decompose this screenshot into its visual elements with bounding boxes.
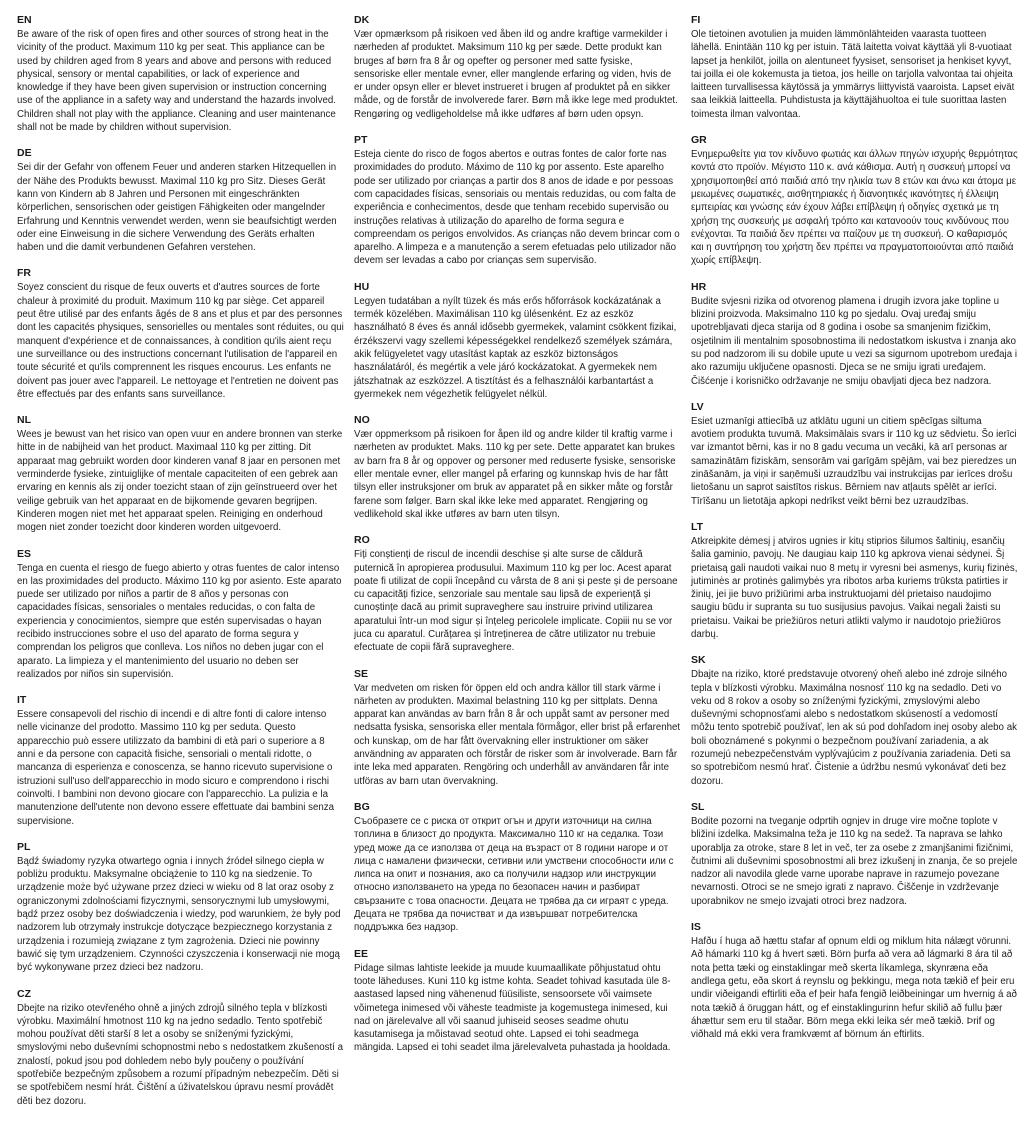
warning-text-lt: Atkreipkite dėmesį į atviros ugnies ir kitų stiprios šilumos šaltinių, esančių šalia gaminio, pavojų. Ne daugiau kaip 110 kg apkrova vienai sėdynei. Šį prietaisą gali naudoti vaikai nuo 8 metų ir vyresni bei asmenys, kurių fizinės, jutiminės ar protinės galimybės yra ribotos arba kuriems trūksta patirties ir žinių, jei jie buvo prižiūrimi arba instruktuojami dėl prietaiso naudojimo saugiu būdu ir supranta su tuo susijusius pavojus. Vaikai negali žaisti su prietaisu. Vaikai be priežiūros neturi atlikti valymo ir naudotojo priežiūros darbų. [691, 535, 1018, 640]
warning-section-dk [354, 14, 681, 121]
language-code-en: EN [17, 14, 32, 26]
warning-text-pt: Esteja ciente do risco de fogos abertos e outras fontes de calor forte nas proximidades do produto. Máximo de 110 kg por assento. Este aparelho pode ser utilizado por crianças a partir dos 8 anos de idade e por pessoas com capacidades físicas, sensoriais ou mentais reduzidas, ou com falta de experiência e conhecimentos, desde que tenham recebido supervisão ou instruções relativas à utilização do aparelho de forma segura e compreendam os perigos envolvidos. As crianças não devem brincar com o aparelho. A limpeza e a manutenção a serem efetuadas pelo utilizador não devem ser levadas a cabo por crianças sem supervisão. [354, 149, 680, 267]
warning-section-es [17, 548, 344, 682]
warning-section-ee [354, 948, 681, 1055]
warning-section-ro [354, 534, 681, 654]
language-code-bg: BG [354, 800, 370, 813]
language-code-de: DE [17, 147, 32, 160]
language-code-no: NO [354, 414, 370, 427]
warning-text-nl: Wees je bewust van het risico van open vuur en andere bronnen van sterke hitte in de nabijheid van het product. Maximaal 110 kg per zitting. Dit apparaat mag gebruikt worden door kinderen vanaf 8 jaar en personen met verminderde fysieke, zintuiglijke of mentale capaciteiten of een gebrek aan ervaring en kennis als zij onder toezicht staan of zijn geïnstrueerd over het veilige gebruik van het apparaat en de bijkomende gevaren begrijpen. Kinderen mogen niet met het apparaat spelen. Reiniging en onderhoud mogen niet zonder toezicht door kinderen worden uitgevoerd. [17, 429, 343, 534]
language-code-is: IS [691, 921, 701, 934]
language-code-cz: CZ [17, 987, 31, 1000]
warning-section-nl [17, 414, 344, 534]
warning-text-sk: Dbajte na riziko, ktoré predstavuje otvorený oheň alebo iné zdroje silného tepla v blízkosti výrobku. Maximálna nosnosť 110 kg na sedadlo. Deti vo veku od 8 rokov a osoby so zníženými fyzickými, zmyslovými alebo duševnými schopnosťami alebo s nedostatkom skúseností a vedomostí môžu tento spotrebič používať, len ak sú pod dohľadom inej osoby alebo ak boli oboznámené s pokynmi o bezpečnom používaní zariadenia, a ak rozumejú nebezpečenstvám vyplývajúcim z používania zariadenia. Deti sa so spotrebičom nesmú hrať. Čistenie a údržbu nesmú vykonávať deti bez dozoru. [691, 669, 1017, 787]
warning-text-es: Tenga en cuenta el riesgo de fuego abierto y otras fuentes de calor intenso en las proximidades del producto. Máximo 110 kg por asiento. Este aparato puede ser utilizado por niños a partir de 8 años y personas con capacidades físicas, sensoriales o mentales reducidas, o con falta de experiencia y conocimientos, siempre que estén supervisadas o hayan recibido instrucciones sobre el uso del aparato de forma segura y comprendan los peligros que conlleva. Los niños no deben jugar con el aparato. La limpieza y el mantenimiento del usuario no deben ser realizados por niños sin supervisión. [17, 562, 342, 680]
warning-section-pl [17, 841, 344, 975]
language-code-fr: FR [17, 267, 31, 280]
warning-section-is [691, 921, 1018, 1041]
column-right [691, 14, 1018, 1054]
warning-text-ro: Fiți conștienți de riscul de incendii deschise și alte surse de căldură puternică în apropierea produsului. Maximum 110 kg per loc. Acest aparat poate fi utilizat de copii începând cu vârsta de 8 ani și peste și de persoane cu capacități fizice, senzoriale sau mentale sau lipsă de experiență și cunoștințe dacă au primit supraveghere sau instruire privind utilizarea aparatului într-un mod sigur și înțeleg pericolele implicate. Copiii nu se vor juca cu aparatul. Curățarea și întreținerea de către utilizator nu trebuie efectuate de copii fără supraveghere. [354, 549, 678, 654]
language-code-it: IT [17, 694, 27, 707]
warning-text-bg: Съобразете се с риска от открит огън и други източници на силна топлина в близост до продукта. Максимално 110 кг на седалка. Този уред може да се използва от деца на възраст от 8 години нагоре и от лица с намалени физически, сетивни или умствени способности или с липса на опит и познания, ако са получили надзор или инструкции относно използването на уреда по безопасен начин и разбират свързаните с това опасности. Децата не трябва да си играят с уреда. Децата не трябва да почистват и да извършват потребителска поддръжка без надзор. [354, 815, 674, 934]
warning-text-en: Be aware of the risk of open fires and other sources of strong heat in the vicinity of the product. Maximum 110 kg per seat. This appliance can be used by children aged from 8 years and above and persons with reduced physical, sensory or mental capabilities, or lack of experience and knowledge if they have been given supervision or instruction concerning use of the appliance in a safety way and understand the hazards involved. Children shall not play with the appliance. Cleaning and user maintenance shall not be made by children without supervision. [17, 29, 336, 134]
warning-text-hu: Legyen tudatában a nyílt tüzek és más erős hőforrások kockázatának a termék közelében. Maximálisan 110 kg ülésenként. Ez az eszköz használható 8 éves és annál idősebb gyermekek, valamint csökkent fizikai, érzékszervi vagy szellemi képességekkel rendelkező személyek számára, akik felügyeletet vagy utasítást kaptak az eszköz biztonságos használatáról, és megértik a vele járó kockázatokat. A gyermekek nem játszhatnak az eszközzel. A tisztítást és a felhasználói karbantartást a gyermekek nem végezhetik felügyelet nélkül. [354, 295, 677, 400]
language-code-gr: GR [691, 134, 707, 147]
language-code-hr: HR [691, 280, 707, 293]
language-code-lt: LT [691, 520, 704, 533]
warning-text-de: Sei dir der Gefahr von offenem Feuer und anderen starken Hitzequellen in der Nähe des Produkts bewusst. Maximal 110 kg pro Sitz. Dieses Gerät kann von Kindern ab 8 Jahren und Personen mit eingeschränkten körperlichen, sensorischen oder geistigen Fähigkeiten oder mangelnder Erfahrung und Kenntnis verwendet werden, wenn sie beaufsichtigt werden oder eine Einweisung in die sichere Verwendung des Geräts erhalten haben und die damit verbundenen Gefahren verstehen. [17, 162, 337, 254]
language-code-dk: DK [354, 14, 370, 26]
language-code-ro: RO [354, 534, 370, 547]
warning-section-fi [691, 14, 1018, 121]
warning-section-hr [691, 281, 1018, 388]
warning-section-it [17, 694, 344, 828]
warning-text-is: Hafðu í huga að hættu stafar af opnum eldi og miklum hita nálægt vörunni. Að hámarki 110 kg á hvert sæti. Börn þurfa að vera að lágmarki 8 ára til að nota þetta tæki og einstaklingar með skerta líkamlega, skynræna eða andlega getu, eða skort á reynslu og þekkingu, mega nota tækið ef þeir eru undir viðeigandi eftirliti eða ef þeir hafa fengið leiðbeiningar um hvernig á að nota tækið á öruggan hátt, og ef einstaklingurinn hefur skilið að fullu þær áhættur sem eru til staðar. Börn mega ekki leika sér með tækið. Þrif og viðhald má ekki vera framkvæmt af börnum án eftirlits. [691, 936, 1017, 1041]
warning-section-sl [691, 801, 1018, 908]
warning-text-pl: Bądź świadomy ryzyka otwartego ognia i innych źródeł silnego ciepła w pobliżu produktu. Maksymalne obciążenie to 110 kg na siedzenie. To urządzenie może być używane przez dzieci w wieku od 8 lat oraz osoby z ograniczonymi zdolnościami fizycznymi, sensorycznymi lub umysłowymi, bądź przez osoby bez doświadczenia i wiedzy, pod warunkiem, że były pod nadzorem lub otrzymały instrukcje dotyczące bezpiecznego korzystania z urządzenia i rozumieją związane z tym zagrożenia. Dzieci nie powinny bawić się tym urządzeniem. Czynności czyszczenia i konserwacji nie mogą być wykonywane przez dzieci bez nadzoru. [17, 855, 341, 974]
warning-text-sl: Bodite pozorni na tveganje odprtih ognjev in druge vire močne toplote v bližini izdelka. Maksimalna teža je 110 kg na sedež. Ta naprava se lahko uporablja za otroke, stare 8 let in več, ter za osebe z zmanjšanimi fizičnimi, čutnimi ali duševnimi sposobnostmi ali brez izkušenj in znanja, če so prejele nadzor ali navodila glede varne uporabe naprave in razumejo povezane nevarnosti. Otroci se ne smejo igrati z napravo. Čiščenje in vzdrževanje uporabnikov ne smejo izvajati otroci brez nadzora. [691, 815, 1018, 907]
language-code-sl: SL [691, 800, 705, 813]
warning-text-cz: Dbejte na riziko otevřeného ohně a jiných zdrojů silného tepla v blízkosti výrobku. Maximální hmotnost 110 kg na jedno sedadlo. Tento spotřebič mohou používat děti starší 8 let a osoby se sníženými fyzickými, smyslovými nebo duševními schopnostmi nebo s nedostatkem zkušeností a znalostí, pokud jsou pod dohledem nebo byly poučeny o používání spotřebiče bezpečným způsobem a rozumí případným nebezpečím. Děti si se spotřebičem nesmí hrát. Čištění a úživatelskou úpravu nesmí provádět děti bez dozoru. [17, 1002, 344, 1107]
language-code-pt: PT [354, 134, 368, 147]
warning-text-it: Essere consapevoli del rischio di incendi e di altre fonti di calore intenso nelle vicinanze del prodotto. Massimo 110 kg per seduta. Questo apparecchio può essere utilizzato da bambini di età pari o superiore a 8 anni e da persone con capacità fisiche, sensoriali o mentali ridotte, o mancanza di esperienza e conoscenza, se hanno ricevuto supervisione o istruzioni sull'uso dell'apparecchio in modo sicuro e comprendono i rischi coinvolti. I bambini non devono giocare con l'apparecchio. La pulizia e la manutenzione dell'utente non devono essere effettuate dai bambini senza supervisione. [17, 709, 335, 827]
warning-text-hr: Budite svjesni rizika od otvorenog plamena i drugih izvora jake topline u blizini proizvoda. Maksimalno 110 kg po sjedalu. Ovaj uređaj smiju upotrebljavati djeca starija od 8 godina i osobe sa smanjenim fizičkim, osjetilnim ili mentalnim sposobnostima ili nedostatkom iskustva i znanja ako su pod nadzorom ili su dobile upute u vezi sa sigurnom upotrebom uređaja i ako razumiju uključene opasnosti. Djeca se ne smiju igrati uređajem. Čišćenje i korisničko održavanje ne smiju obavljati djeca bez nadzora. [691, 295, 1018, 387]
warning-section-sk [691, 654, 1018, 788]
language-code-sk: SK [691, 654, 706, 667]
warning-section-cz [17, 988, 344, 1108]
language-code-fi: FI [691, 14, 701, 26]
warning-text-se: Var medveten om risken för öppen eld och andra källor till stark värme i närheten av produkten. Maximal belastning 110 kg per sittplats. Denna apparat kan användas av barn från 8 år och uppåt samt av personer med nedsatta fysiska, sensoriska eller mentala förmågor, eller brist på erfarenhet och kunskap, om de har fått övervakning eller instruktioner om säker användning av apparaten och förstår de risker som är involverade. Barn får inte leka med apparaten. Rengöring och underhåll av användaren får inte utföras av barn utan övervakning. [354, 682, 681, 787]
warning-text-gr: Ενημερωθείτε για τον κίνδυνο φωτιάς και άλλων πηγών ισχυρής θερμότητας κοντά στο προϊόν. Μέγιστο 110 κ. ανά κάθισμα. Αυτή η συσκευή μπορεί να χρησιμοποιηθεί από παιδιά από την ηλικία των 8 ετών και άνω και άτομα με μειωμένες σωματικές, αισθητηριακές ή διανοητικές ικανότητες ή έλλειψη εμπειρίας και γνώσης εάν έχουν λάβει επίβλεψη ή οδηγίες σχετικά με τη χρήση της συσκευής με ασφαλή τρόπο και κατανοούν τους κινδύνους που ενέχονται. Τα παιδιά δεν πρέπει να παίζουν με τη συσκευή. Ο καθαρισμός και η συντήρηση του χρήστη δεν πρέπει να πραγματοποιούνται από παιδιά χωρίς επίβλεψη. [691, 149, 1018, 267]
warning-section-de [17, 147, 344, 254]
warning-text-no: Vær oppmerksom på risikoen for åpen ild og andre kilder til kraftig varme i nærheten av produktet. Maks. 110 kg per sete. Dette apparatet kan brukes av barn fra 8 år og oppover og personer med reduserte fysiske, sensoriske eller mentale evner, eller mangel på erfaring og kunnskap hvis de har fått tilsyn eller instruksjoner om bruk av apparatet på en sikker måte og forstår farene som følger. Barn skal ikke leke med apparatet. Rengjøring og vedlikehold skal ikke utføres av barn uten tilsyn. [354, 429, 676, 520]
language-code-lv: LV [691, 400, 704, 413]
warning-section-lv [691, 401, 1018, 508]
language-code-se: SE [354, 667, 369, 680]
language-code-pl: PL [17, 840, 31, 853]
warning-section-en [17, 14, 344, 134]
column-middle [354, 14, 681, 1068]
column-left [17, 14, 344, 1121]
warning-section-fr [17, 267, 344, 401]
language-code-hu: HU [354, 280, 370, 293]
warning-section-bg [354, 801, 681, 935]
warning-text-fi: Ole tietoinen avotulien ja muiden lämmönlähteiden vaarasta tuotteen lähellä. Enintään 110 kg per istuin. Tätä laitetta voivat käyttää yli 8-vuotiaat lapset ja henkilöt, joilla on alentuneet fyysiset, sensoriset ja henkiset kyvyt, tai joilla ei ole kokemusta ja tietoa, jos heille on tarjolla valvontaa tai ohjeita laitteen turvallisessa käytössä ja ymmärrys liittyvistä vaaroista. Lapset eivät saa leikkiä laitteella. Puhdistusta ja käyttäjähuoltoa ei tule suorittaa lasten toimesta ilman valvontaa. [691, 29, 1015, 120]
warning-section-lt [691, 521, 1018, 641]
warning-text-fr: Soyez conscient du risque de feux ouverts et d'autres sources de forte chaleur à proximité du produit. Maximum 110 kg par siège. Cet appareil peut être utilisé par des enfants âgés de 8 ans et plus et par des personnes dont les capacités physiques, sensorielles ou mentales sont réduites, ou qui manquent d'expérience et de connaissances, à condition qu'ils aient reçu une surveillance ou des instructions concernant l'utilisation de l'appareil en toute sécurité et qu'ils comprennent les risques encourus. Les enfants ne doivent pas jouer avec l'appareil. Le nettoyage et l'entretien ne doivent pas être effectués par des enfants sans surveillance. [17, 282, 344, 400]
language-code-nl: NL [17, 414, 31, 427]
warning-section-hu [354, 281, 681, 401]
warning-section-pt [354, 134, 681, 268]
language-code-ee: EE [354, 947, 369, 960]
language-code-es: ES [17, 547, 32, 560]
warning-text-lv: Esiet uzmanīgi attiecībā uz atklātu uguni un citiem spēcīgas siltuma avotiem produkta tuvumā. Maksimālais svars ir 110 kg uz sēdvietu. Šo ierīci var izmantot bērni, kas ir no 8 gadu vecuma un vecāki, kā arī personas ar samazinātām fiziskām, sensorām vai garīgām spējām, vai bez pieredzes un zināšanām, ja viņi ir saņēmuši uzraudzību vai instrukcijas par ierīces drošu lietošanu un saprot saistītos riskus. Bērniem nav atļauts spēlēt ar ierīci. Tīrīšanu un lietotāja apkopi nedrīkst veikt bērni bez uzraudzības. [691, 415, 1017, 507]
warning-section-gr [691, 134, 1018, 268]
warning-text-ee: Pidage silmas lahtiste leekide ja muude kuumaallikate põhjustatud ohtu toote läheduses. Kuni 110 kg istme kohta. Seadet tohivad kasutada üle 8-aastased lapsed ning vähenenud füüsiliste, sensoorsete või vaimsete võimetega inimesed või väheste teadmiste ja kogemustega inimesed, kui nad on järelevalve all või saanud juhiseid seoses seadme ohutu kasutamisega ja mõistavad seotud ohte. Lapsed ei tohi seadmega mängida. Lapsed ei tohi seadet ilma järelevalveta puhastada ja hooldada. [354, 962, 671, 1054]
warning-section-no [354, 414, 681, 521]
warning-section-se [354, 668, 681, 788]
warning-text-dk: Vær opmærksom på risikoen ved åben ild og andre kraftige varmekilder i nærheden af produktet. Maksimum 110 kg per sæde. Dette produkt kan bruges af børn fra 8 år og opefter og personer med satte fysiske, sensoriske eller mentale evner, eller manglende erfaring og viden, hvis de er under opsyn eller er blevet instrueret i brugen af produktet på en sikker måde, og de forstår de involverede farer. Børn må ikke lege med produktet. Rengøring og vedligeholdelse må ikke udføres af børn uden opsyn. [354, 29, 678, 120]
